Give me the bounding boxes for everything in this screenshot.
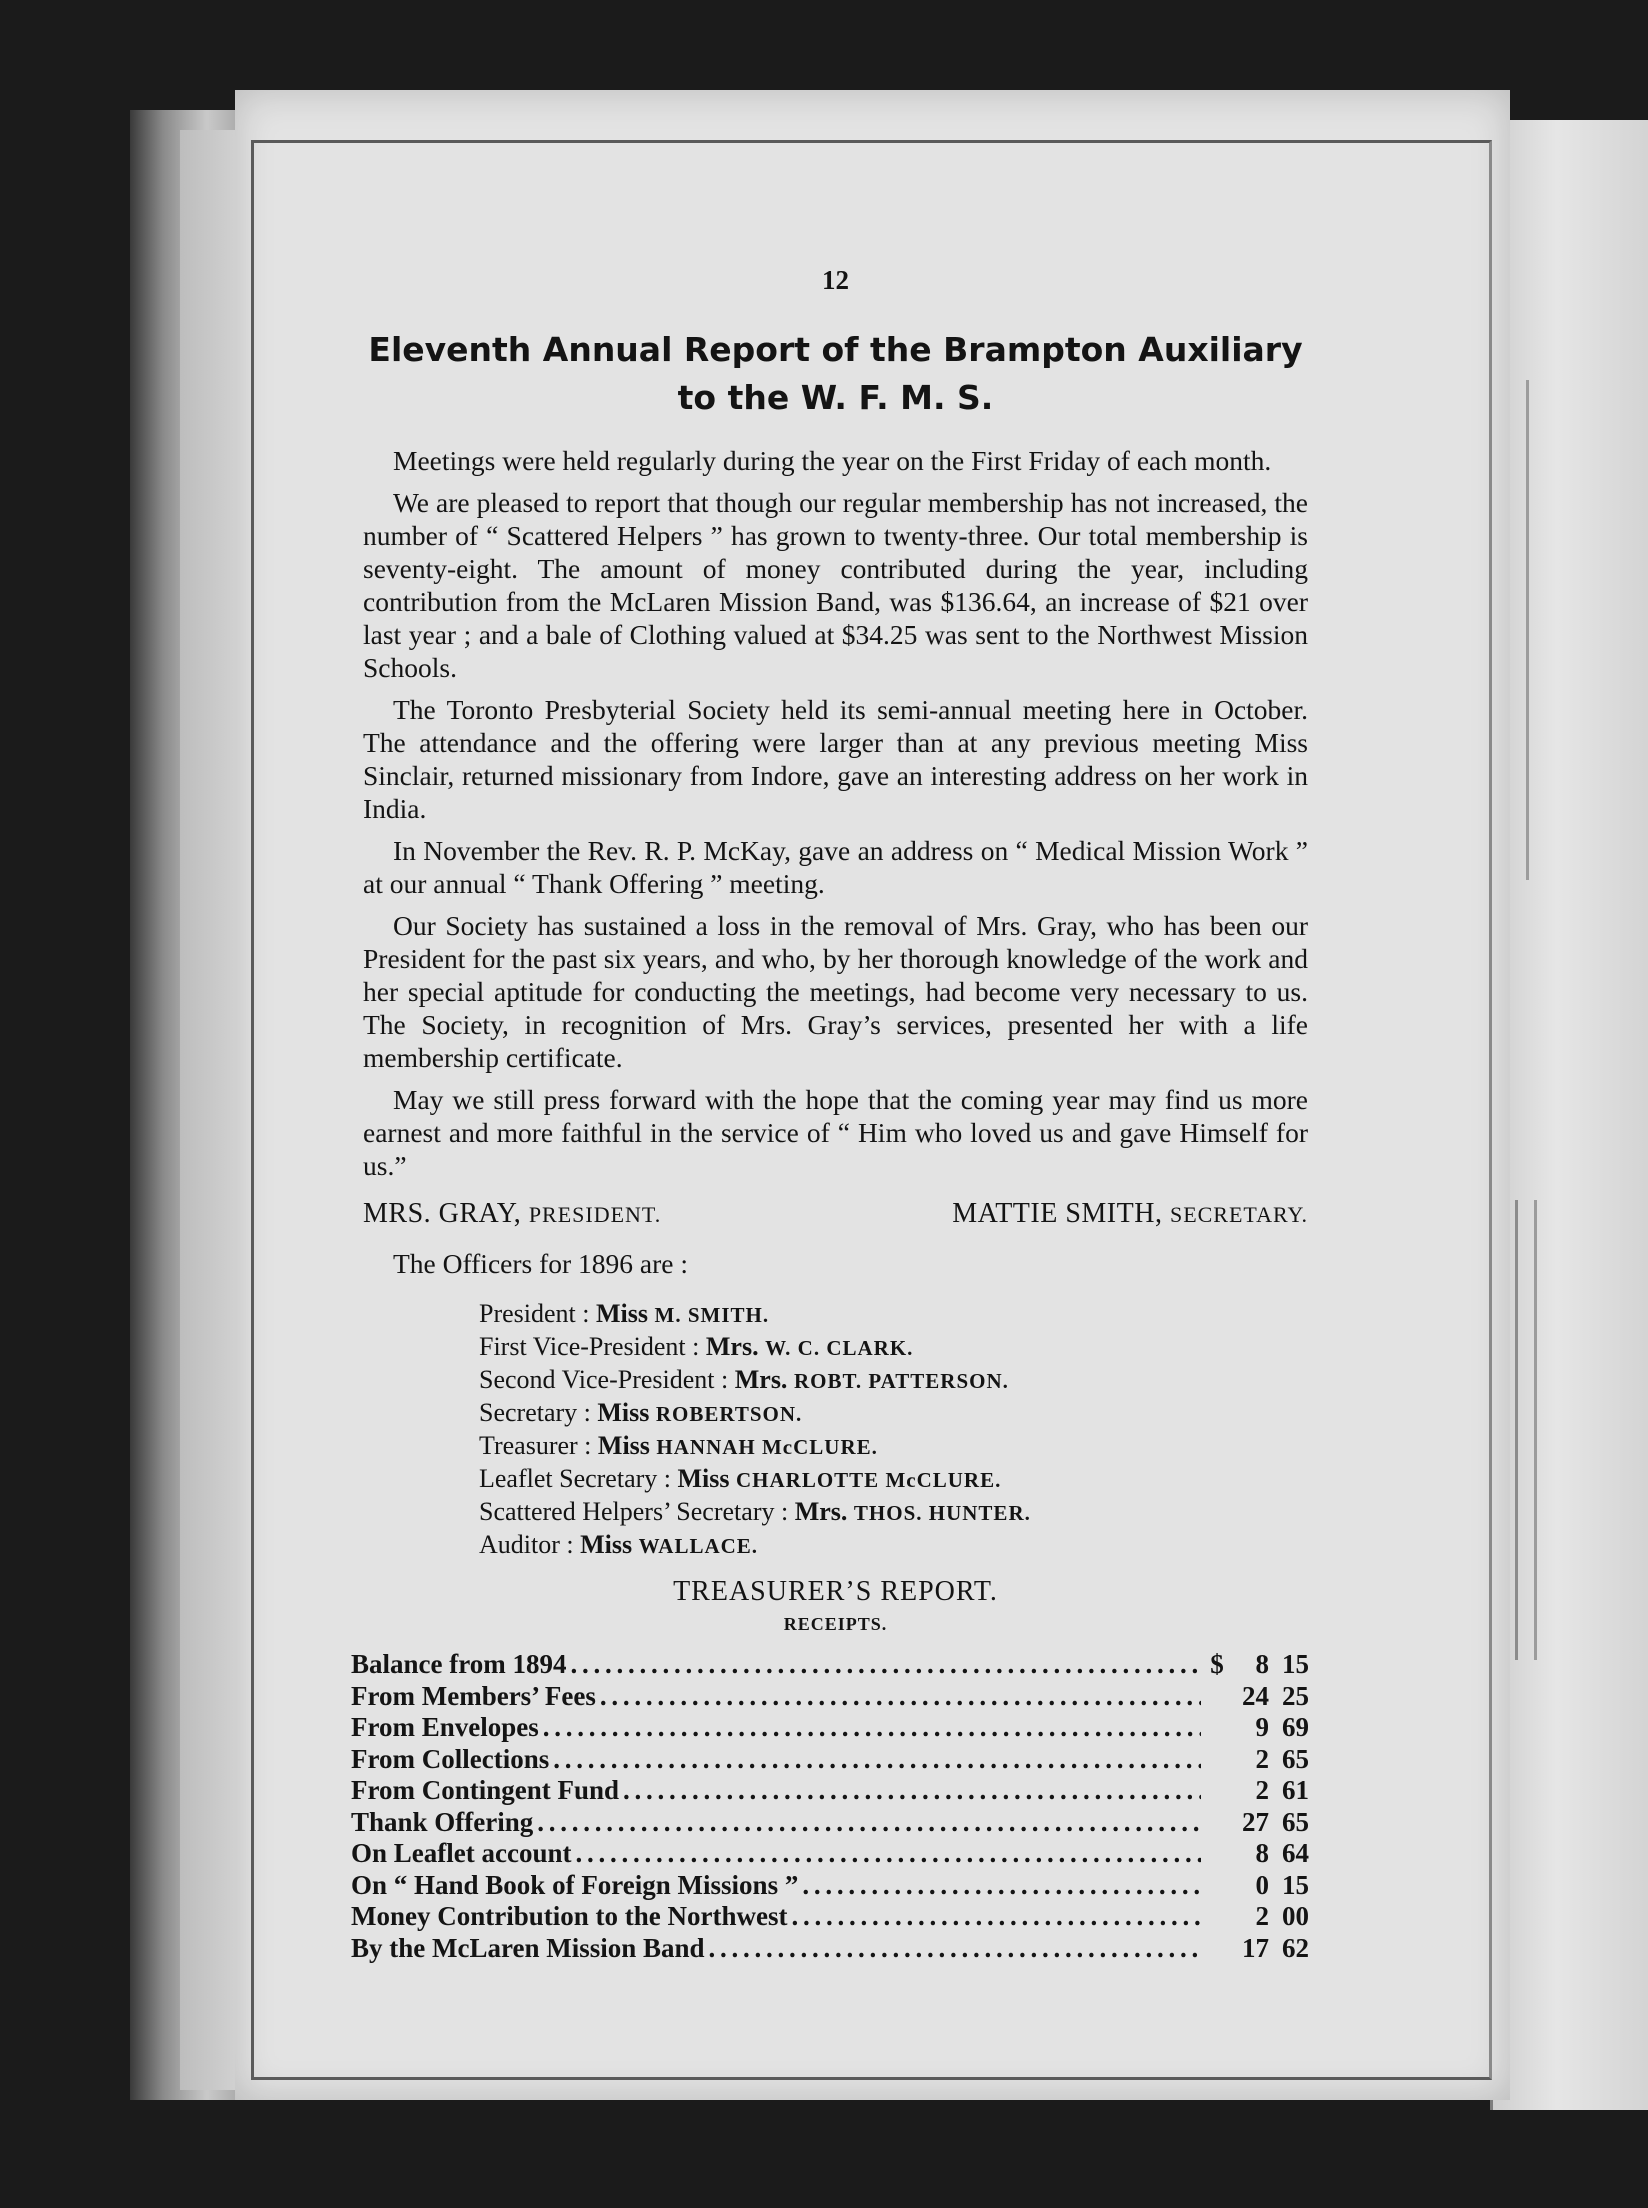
receipt-row bbox=[351, 1649, 1309, 1681]
dot-leader bbox=[791, 1901, 1201, 1933]
officer-list bbox=[479, 1298, 1308, 1562]
receipt-row bbox=[351, 1870, 1309, 1902]
dot-leader bbox=[553, 1744, 1201, 1776]
receipt-label: From Collections bbox=[351, 1743, 550, 1774]
page-content bbox=[351, 265, 1309, 1964]
officer-name: W. C. CLARK. bbox=[765, 1336, 914, 1360]
receipt-cents: 65 bbox=[1282, 1806, 1309, 1837]
receipt-row bbox=[351, 1807, 1309, 1839]
officer-name: HANNAH McCLURE. bbox=[656, 1435, 878, 1459]
receipt-row bbox=[351, 1681, 1309, 1713]
receipt-label: From Envelopes bbox=[351, 1712, 539, 1742]
officer-name: M. SMITH. bbox=[654, 1303, 770, 1327]
receipt-row bbox=[351, 1744, 1309, 1776]
page-number: 12 bbox=[822, 265, 849, 295]
signature-line bbox=[363, 1198, 1308, 1230]
officer-name: THOS. HUNTER. bbox=[853, 1501, 1031, 1525]
officer-role: Secretary : bbox=[479, 1398, 591, 1427]
dot-leader bbox=[709, 1933, 1201, 1965]
receipts-heading: RECEIPTS. bbox=[783, 1614, 888, 1634]
officer-row bbox=[479, 1331, 1308, 1364]
officer-role: Treasurer : bbox=[479, 1431, 592, 1460]
officer-role: Leaflet Secretary : bbox=[479, 1464, 671, 1493]
officer-prefix: Miss bbox=[597, 1431, 650, 1460]
officer-row bbox=[479, 1298, 1308, 1331]
officer-prefix: Miss bbox=[597, 1398, 650, 1427]
paragraph: Meetings were held regularly during the year on the First Friday of each month. bbox=[393, 445, 1272, 476]
document-page bbox=[235, 90, 1510, 2100]
president-role: PRESIDENT. bbox=[528, 1202, 662, 1227]
president-name: MRS. GRAY, bbox=[363, 1198, 522, 1229]
receipt-label: From Members’ Fees bbox=[351, 1680, 596, 1711]
receipt-cents: 25 bbox=[1282, 1680, 1309, 1711]
title-line-2: to the W. F. M. S. bbox=[677, 378, 994, 417]
officer-row bbox=[479, 1463, 1308, 1496]
receipt-row bbox=[351, 1901, 1309, 1933]
receipt-dollars: 2 bbox=[1255, 1901, 1269, 1931]
paragraph: In November the Rev. R. P. McKay, gave an address on “ Medical Mission Work ” at our annual “ Thank Offering ” meeting. bbox=[363, 835, 1308, 899]
officer-role: Second Vice-President : bbox=[479, 1365, 729, 1394]
receipt-cents: 15 bbox=[1282, 1869, 1309, 1900]
title-line-1: Eleventh Annual Report of the Brampton Auxiliary bbox=[368, 330, 1303, 369]
paragraph: The Toronto Presbyterial Society held its semi-annual meeting here in October. The attendance and the offering were larger than at any previous meeting Miss Sinclair, returned missionary from Indore, gave an interesting address on her work in India. bbox=[363, 694, 1308, 824]
secretary-role: SECRETARY. bbox=[1169, 1202, 1308, 1227]
secretary-signature bbox=[952, 1198, 1308, 1230]
dot-leader bbox=[537, 1807, 1201, 1839]
receipts-table bbox=[351, 1649, 1309, 1964]
receipt-dollars: 2 bbox=[1255, 1775, 1269, 1805]
receipt-dollars: 8 bbox=[1255, 1649, 1269, 1679]
bookmark-ribbon bbox=[1515, 1200, 1537, 1660]
receipt-cents: 64 bbox=[1282, 1838, 1309, 1868]
officer-row bbox=[479, 1529, 1308, 1562]
receipt-label: By the McLaren Mission Band bbox=[351, 1932, 705, 1963]
receipt-dollars: 0 bbox=[1255, 1869, 1269, 1900]
receipt-cents: 15 bbox=[1282, 1649, 1309, 1679]
officer-prefix: Miss bbox=[580, 1530, 633, 1559]
officer-name: ROBERTSON. bbox=[655, 1402, 803, 1426]
receipt-dollars: 2 bbox=[1255, 1743, 1269, 1774]
paragraph: May we still press forward with the hope that the coming year may find us more earnest and more faithful in the service of “ Him who loved us and gave Himself for us.” bbox=[363, 1084, 1308, 1181]
dot-leader bbox=[623, 1775, 1201, 1807]
officers-intro: The Officers for 1896 are : bbox=[393, 1248, 688, 1279]
report-title bbox=[363, 326, 1308, 422]
dot-leader bbox=[802, 1870, 1201, 1902]
dot-leader bbox=[543, 1712, 1201, 1744]
receipt-cents: 69 bbox=[1282, 1712, 1309, 1742]
receipt-row bbox=[351, 1933, 1309, 1965]
officer-role: Scattered Helpers’ Secretary : bbox=[479, 1497, 789, 1526]
treasurer-report-heading: TREASURER’S REPORT. bbox=[673, 1576, 998, 1607]
receipt-dollars: 8 bbox=[1255, 1838, 1269, 1868]
receipt-label: On “ Hand Book of Foreign Missions ” bbox=[351, 1869, 799, 1900]
receipt-dollars: 9 bbox=[1255, 1712, 1269, 1742]
receipt-dollars: 17 bbox=[1242, 1932, 1269, 1963]
receipt-currency: $ bbox=[1210, 1649, 1224, 1679]
dot-leader bbox=[570, 1649, 1201, 1681]
officer-prefix: Mrs. bbox=[734, 1365, 788, 1394]
receipt-label: On Leaflet account bbox=[351, 1838, 572, 1868]
receipt-cents: 00 bbox=[1282, 1901, 1309, 1931]
officer-prefix: Mrs. bbox=[794, 1497, 848, 1526]
officer-name: ROBT. PATTERSON. bbox=[793, 1369, 1009, 1393]
officer-row bbox=[479, 1397, 1308, 1430]
secretary-name: MATTIE SMITH, bbox=[952, 1198, 1163, 1229]
receipt-cents: 65 bbox=[1282, 1743, 1309, 1774]
receipt-label: Thank Offering bbox=[351, 1806, 534, 1837]
officer-prefix: Miss bbox=[596, 1299, 648, 1328]
officer-name: WALLACE. bbox=[638, 1534, 759, 1558]
president-signature bbox=[363, 1198, 661, 1230]
officer-prefix: Miss bbox=[677, 1464, 730, 1493]
officer-row bbox=[479, 1496, 1308, 1529]
officer-prefix: Mrs. bbox=[705, 1332, 759, 1361]
paragraph: We are pleased to report that though our regular membership has not increased, the number of “ Scattered Helpers ” has grown to twenty-three. Our total membership is seventy-eight. The amount of money contributed during the year, including contribution from the McLaren Mission Band, was $136.64, an increase of $21 over last year ; and a bale of Clothing valued at $34.25 was sent to the Northwest Mission Schools. bbox=[363, 487, 1308, 683]
officer-role: President : bbox=[479, 1299, 590, 1328]
officer-row bbox=[479, 1430, 1308, 1463]
receipt-cents: 62 bbox=[1282, 1932, 1309, 1963]
receipt-label: Money Contribution to the Northwest bbox=[351, 1901, 788, 1931]
officer-name: CHARLOTTE McCLURE. bbox=[736, 1468, 1002, 1492]
receipt-row bbox=[351, 1775, 1309, 1807]
receipt-dollars: 24 bbox=[1242, 1680, 1269, 1711]
receipt-row bbox=[351, 1712, 1309, 1744]
receipt-cents: 61 bbox=[1282, 1775, 1309, 1805]
receipt-label: Balance from 1894 bbox=[351, 1649, 567, 1679]
officer-row bbox=[479, 1364, 1308, 1397]
receipt-dollars: 27 bbox=[1242, 1806, 1269, 1837]
paragraph: Our Society has sustained a loss in the removal of Mrs. Gray, who has been our President for the past six years, and who, by her thorough knowledge of the work and her special aptitude for conducting the meetings, had become very necessary to us. The Society, in recognition of Mrs. Gray’s services, presented her with a life membership certificate. bbox=[363, 910, 1308, 1073]
receipt-row bbox=[351, 1838, 1309, 1870]
dot-leader bbox=[575, 1838, 1201, 1870]
officer-role: Auditor : bbox=[479, 1530, 574, 1559]
receipt-label: From Contingent Fund bbox=[351, 1775, 620, 1805]
officer-role: First Vice-President : bbox=[479, 1332, 700, 1361]
dot-leader bbox=[600, 1681, 1201, 1713]
